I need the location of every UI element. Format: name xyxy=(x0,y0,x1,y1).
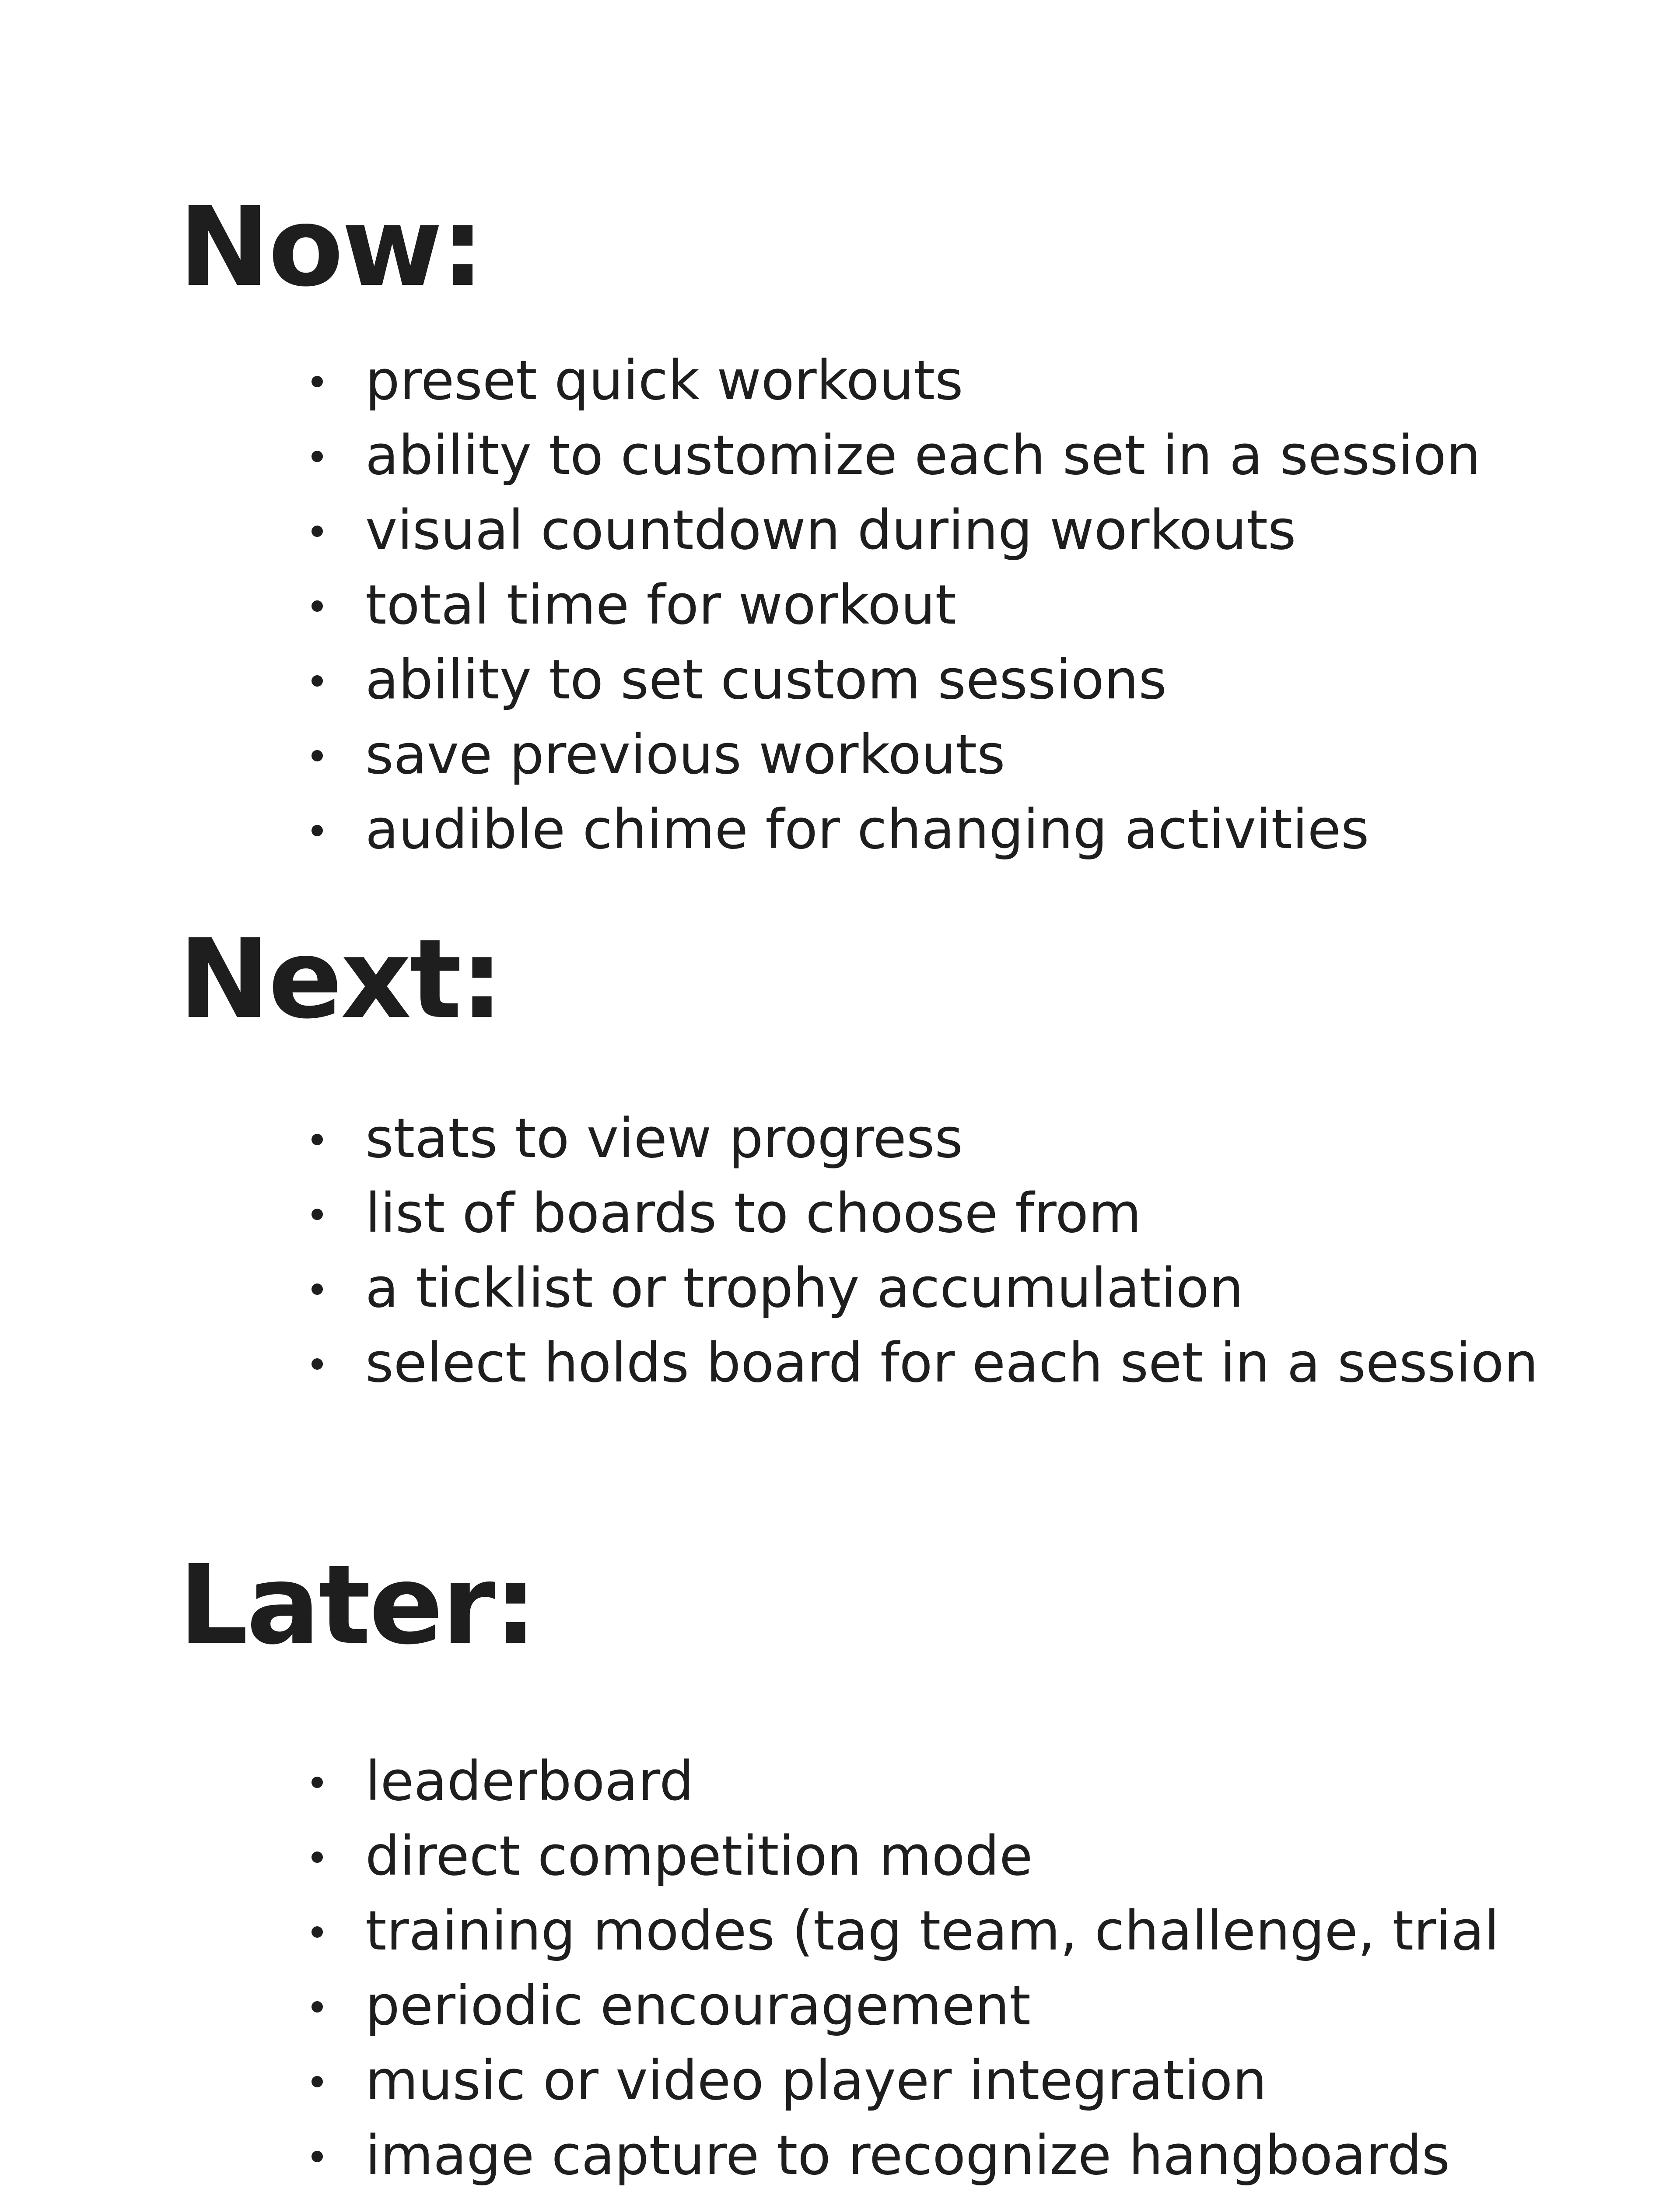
list-item-text: ability to set custom sessions xyxy=(365,649,1167,712)
list-item-text: direct competition mode xyxy=(365,1825,1033,1888)
list-item-text: a ticklist or trophy accumulation xyxy=(365,1257,1244,1320)
bullet-icon xyxy=(312,1777,323,1788)
list-item-text: list of boards to choose from xyxy=(365,1182,1141,1245)
bullet-icon xyxy=(312,600,323,612)
list-item-text: leaderboard xyxy=(365,1750,694,1813)
bullet-icon xyxy=(312,1358,323,1370)
list-item-text: preset quick workouts xyxy=(365,349,963,412)
list-item-text: audible chime for changing activities xyxy=(365,798,1369,861)
list-item-text: select holds board for each set in a session xyxy=(365,1332,1539,1395)
list-item-text: music or video player integration xyxy=(365,2049,1267,2112)
bullet-icon xyxy=(312,451,323,462)
bullet-icon xyxy=(312,2076,323,2087)
bullet-icon xyxy=(312,1134,323,1145)
bullet-icon xyxy=(312,675,323,687)
bullet-icon xyxy=(312,825,323,836)
bullet-icon xyxy=(312,2001,323,2013)
bullet-icon xyxy=(312,1283,323,1295)
list-item-text: stats to view progress xyxy=(365,1107,963,1170)
section-heading-now: Now: xyxy=(178,183,483,311)
section-heading-later: Later: xyxy=(178,1541,536,1669)
list-item-text: image capture to recognize hangboards xyxy=(365,2124,1450,2187)
bullet-icon xyxy=(312,1851,323,1863)
section-heading-next: Next: xyxy=(178,915,502,1043)
list-item-text: save previous workouts xyxy=(365,723,1005,786)
bullet-icon xyxy=(312,1209,323,1220)
bullet-icon xyxy=(312,750,323,761)
list-item-text: training modes (tag team, challenge, trial xyxy=(365,1900,1499,1963)
list-item-text: visual countdown during workouts xyxy=(365,499,1296,562)
list-item-text: ability to customize each set in a session xyxy=(365,424,1481,487)
bullet-icon xyxy=(312,376,323,387)
list-item-text: total time for workout xyxy=(365,574,957,637)
bullet-icon xyxy=(312,1926,323,1938)
bullet-icon xyxy=(312,2151,323,2162)
list-item-text: periodic encouragement xyxy=(365,1974,1031,2037)
bullet-icon xyxy=(312,526,323,537)
